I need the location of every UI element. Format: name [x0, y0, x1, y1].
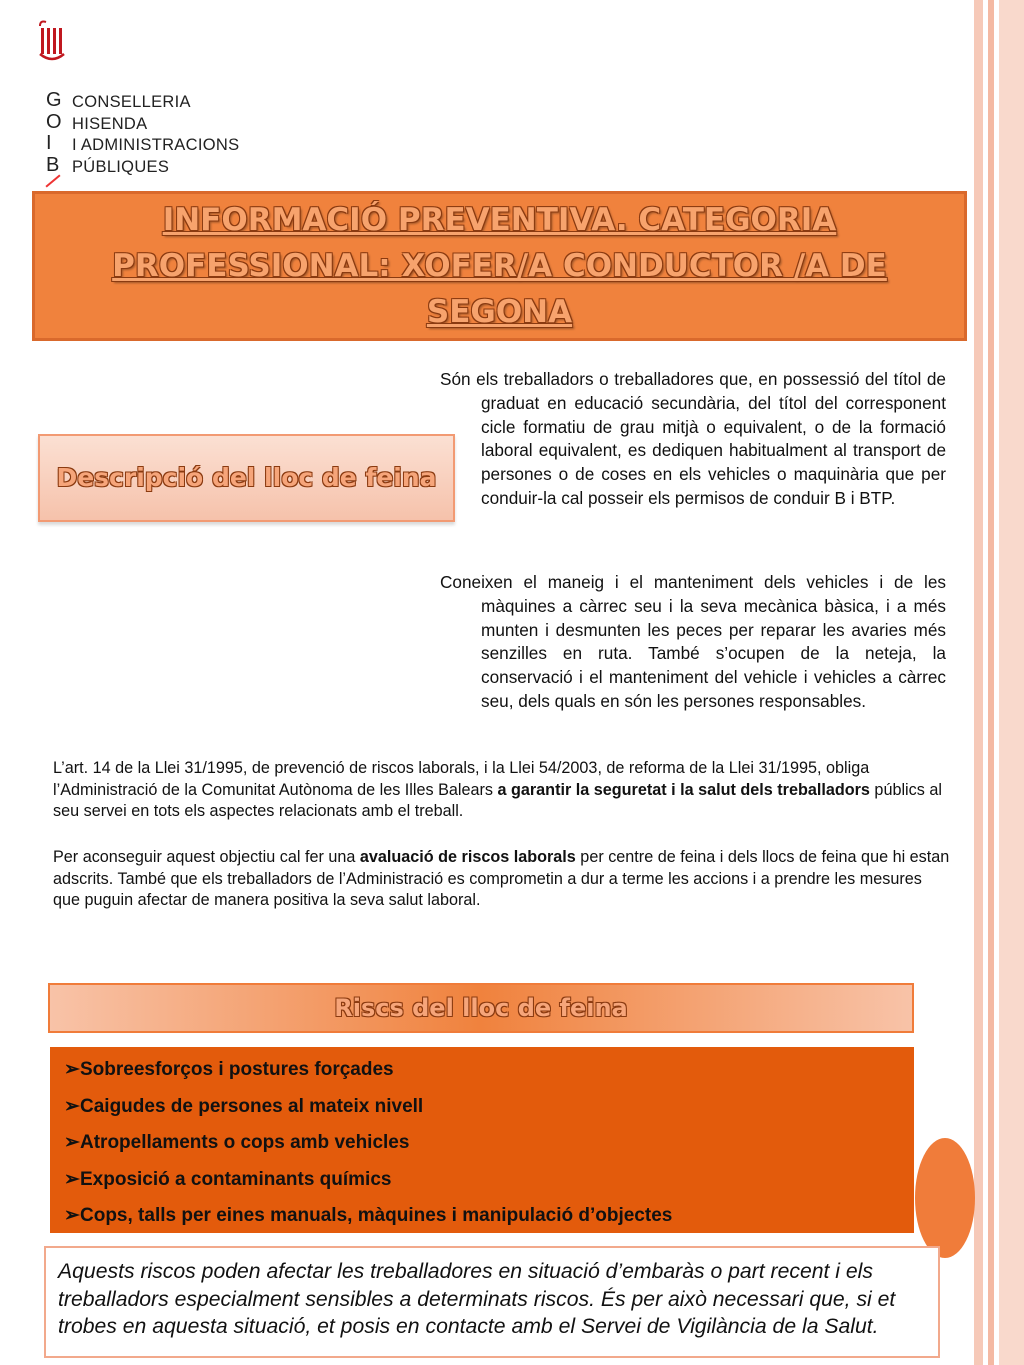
decorative-circle: [915, 1138, 975, 1258]
page-title: INFORMACIÓ PREVENTIVA. CATEGORIA PROFESSIONAL: XOFER/A CONDUCTOR /A DE SEGONA: [112, 202, 887, 330]
logo-letters: G O I B: [46, 89, 63, 176]
risks-header: [48, 983, 914, 1033]
objective-paragraph: Per aconseguir aquest objectiu cal fer una avaluació de riscos laborals per centre de feina i dels llocs de feina que hi estan adscrits. També que els treballadors de l’Administració es comprometin a dur a terme les accions i a prendre les mesures que puguin afectar de manera positiva la seva salut laboral.: [53, 848, 950, 910]
list-item: ➢Cops, talls per eines manuals, màquines i manipulació d’objectes: [64, 1198, 914, 1235]
arrow-bullet-icon: ➢: [64, 1132, 80, 1153]
list-item: ➢Atropellaments o cops amb vehicles: [64, 1125, 914, 1162]
legal-paragraph: L’art. 14 de la Llei 31/1995, de prevenció de riscos laborals, i la Llei 54/2003, de reforma de la Llei 31/1995, obliga l’Administració de la Comunitat Autònoma de les Illes Balears a garantir la seguretat i la salut dels treballadors públics al seu servei en tots els aspectes relacionats amb el treball.: [53, 759, 942, 821]
description-label-box: [38, 434, 455, 522]
arrow-bullet-icon: ➢: [64, 1059, 80, 1080]
title-banner: [32, 191, 967, 341]
logo-slash-mark: [45, 174, 60, 187]
risks-header-title: Riscs del lloc de feina: [334, 994, 628, 1022]
coat-of-arms-icon: [38, 20, 68, 62]
list-item: ➢Sobreesforços i postures forçades: [64, 1052, 914, 1089]
job-description-paragraph: Són els treballadors o treballadores que, en possessió del títol de graduat en educació secundària, del títol del corresponent cicle formatiu de grau mitjà o equivalent, o de la formació laboral equivalent, es dediquen habitualment al transport de persones o de coses en els vehicles o maquinària que per conduir-la cal posseir els permisos de conduir B i BTP.: [440, 369, 946, 508]
arrow-bullet-icon: ➢: [64, 1205, 80, 1226]
decorative-stripes: [974, 0, 1024, 1365]
description-label: Descripció del lloc de feina: [56, 463, 437, 492]
arrow-bullet-icon: ➢: [64, 1095, 80, 1117]
goib-logo: [38, 20, 298, 180]
arrow-bullet-icon: ➢: [64, 1168, 80, 1190]
list-item: ➢Caigudes de persones al mateix nivell: [64, 1089, 914, 1126]
list-item: ➢Exposició a contaminants químics: [64, 1162, 914, 1199]
job-duties-paragraph: Coneixen el maneig i el manteniment dels vehicles i de les màquines a càrrec seu i la seva mecànica bàsica, i a més munten i desmunten les peces per reparar les avaries més senzilles en ruta. També s’ocupen de la neteja, la conservació i el manteniment del vehicle i vehicles a càrrec seu, dels quals en són les persones responsables.: [440, 572, 946, 711]
logo-department-name: CONSELLERIA HISENDA I ADMINISTRACIONS PÚBLIQUES: [72, 93, 240, 176]
risks-list: [50, 1047, 914, 1233]
sensitive-workers-note: [44, 1246, 940, 1358]
note-text: Aquests riscos poden afectar les treballadores en situació d’embaràs o part recent i els treballadors especialment sensibles a determinats riscos. És per això necessari que, si et trobes en aquesta situació, et posis en contacte amb el Servei de Vigilància de la Salut.: [58, 1260, 896, 1338]
